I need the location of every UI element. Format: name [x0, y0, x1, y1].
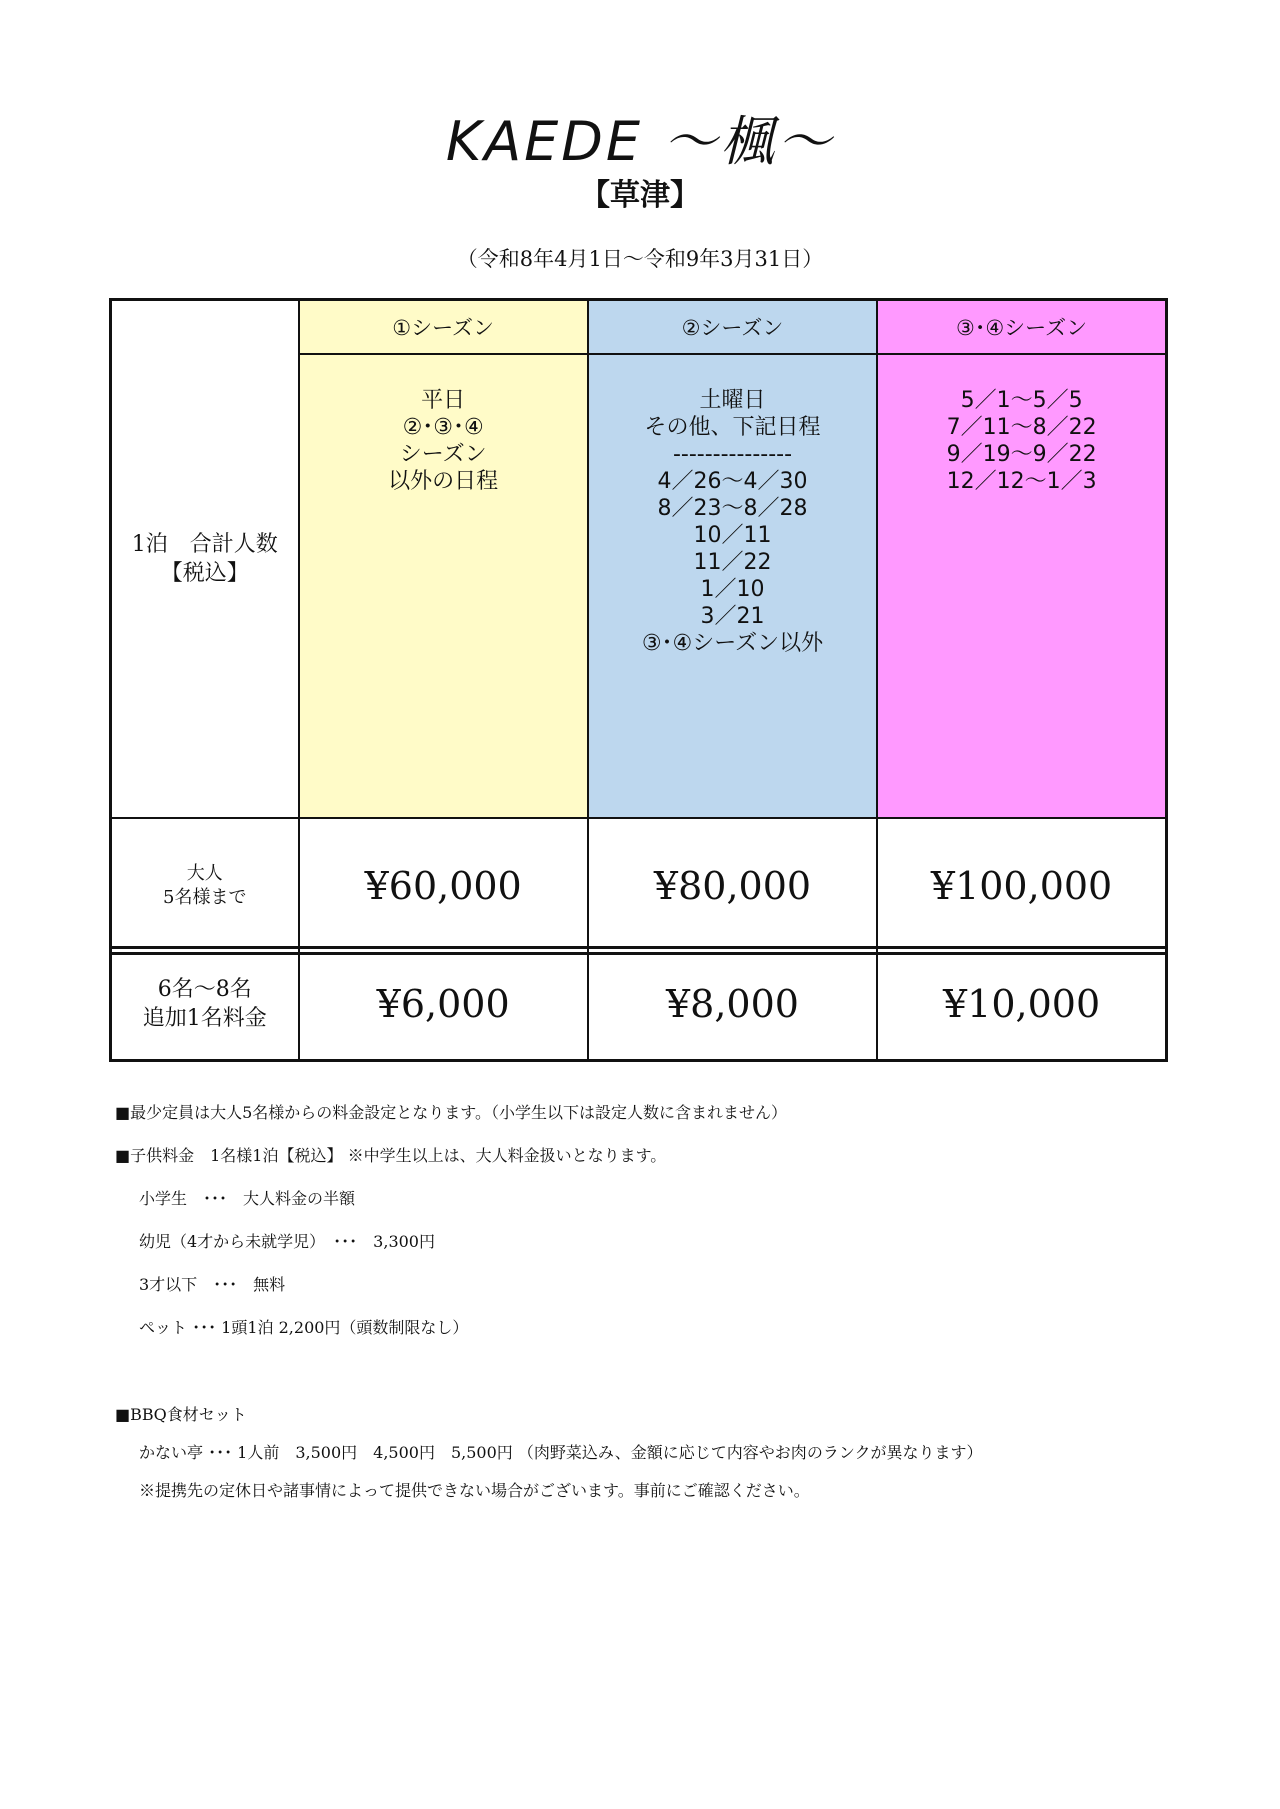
extra-guest-table	[109, 946, 1168, 1062]
season-2-dates	[588, 354, 877, 818]
bbq-notice: ※提携先の定休日や諸事情によって提供できない場合がございます。事前にご確認ください。	[139, 1481, 810, 1500]
season-1-date-line: シーズン	[399, 442, 487, 467]
season-2-date-line: 8／23～8／28	[657, 496, 808, 521]
bbq-header: ■BBQ食材セット	[115, 1405, 247, 1424]
season-1-date-line: 平日	[421, 388, 466, 413]
extra-fee-label: 追加1名料金	[142, 1006, 267, 1031]
toddler-fee: 3才以下 ･･･ 無料	[139, 1275, 286, 1294]
pricing-table	[109, 298, 1168, 955]
elementary-fee: 小学生 ･･･ 大人料金の半額	[139, 1189, 356, 1208]
season-2-date-line: 4／26～4／30	[657, 469, 808, 494]
extra-label-cell	[111, 948, 299, 1061]
stay-label: 1泊 合計人数	[131, 532, 278, 557]
season-2-header: ②シーズン	[588, 300, 877, 355]
season-2-date-line: 1／10	[700, 577, 765, 602]
season-3-date-line: 9／19～9／22	[946, 442, 1097, 467]
season-1-date-line: 以外の日程	[388, 469, 499, 494]
season-header-row	[111, 300, 1167, 355]
season-1-header: ①シーズン	[299, 300, 588, 355]
extra-guest-row	[111, 948, 1167, 1061]
season-2-adult-price: ¥80,000	[588, 818, 877, 954]
child-fee-header: ■子供料金 1名様1泊【税込】 ※中学生以上は、大人料金扱いとなります。	[115, 1146, 667, 1165]
pet-fee: ペット ･･･ 1頭1泊 2,200円（頭数制限なし）	[139, 1318, 469, 1337]
season-3-date-line: 7／11～8／22	[946, 415, 1097, 440]
page-title: KAEDE ～楓～	[445, 110, 835, 173]
validity-period: （令和8年4月1日～令和9年3月31日）	[456, 247, 824, 271]
season-1-extra-price: ¥6,000	[299, 948, 588, 1061]
adult-capacity-label: 5名様まで	[163, 886, 247, 908]
season-2-date-line: 3／21	[700, 604, 765, 629]
season-2-extra-price: ¥8,000	[588, 948, 877, 1061]
adult-price-row	[111, 818, 1167, 954]
season-1-date-line: ②･③･④	[402, 415, 484, 440]
season-2-date-line: ③･④シーズン以外	[641, 631, 824, 656]
extra-range-label: 6名～8名	[157, 977, 252, 1002]
season-2-date-line: その他、下記日程	[644, 415, 821, 440]
season-3-header: ③･④シーズン	[877, 300, 1166, 355]
season-2-date-line: 10／11	[693, 523, 772, 548]
season-1-dates	[299, 354, 588, 818]
season-3-dates	[877, 354, 1166, 818]
min-capacity-note: ■最少定員は大人5名様からの料金設定となります。（小学生以下は設定人数に含まれません）	[115, 1103, 788, 1122]
stay-label-cell	[111, 300, 299, 819]
infant-fee: 幼児（4才から未就学児） ･･･ 3,300円	[139, 1232, 435, 1251]
season-2-date-line: 11／22	[693, 550, 772, 575]
season-2-date-line: 土曜日	[699, 388, 766, 413]
season-1-adult-price: ¥60,000	[299, 818, 588, 954]
season-3-adult-price: ¥100,000	[877, 818, 1166, 954]
location-subtitle: 【草津】	[580, 178, 700, 213]
season-3-date-line: 12／12～1／3	[946, 469, 1097, 494]
season-3-extra-price: ¥10,000	[877, 948, 1166, 1061]
bbq-detail: かない亭 ･･･ 1人前 3,500円 4,500円 5,500円 （肉野菜込み、金額に応じて内容やお肉のランクが異なります）	[139, 1443, 983, 1462]
adult-label: 大人	[186, 862, 223, 884]
season-2-divider: ---------------	[672, 442, 793, 467]
adult-label-cell	[111, 818, 299, 954]
season-3-date-line: 5／1～5／5	[960, 388, 1083, 413]
tax-included-label: 【税込】	[160, 561, 249, 586]
